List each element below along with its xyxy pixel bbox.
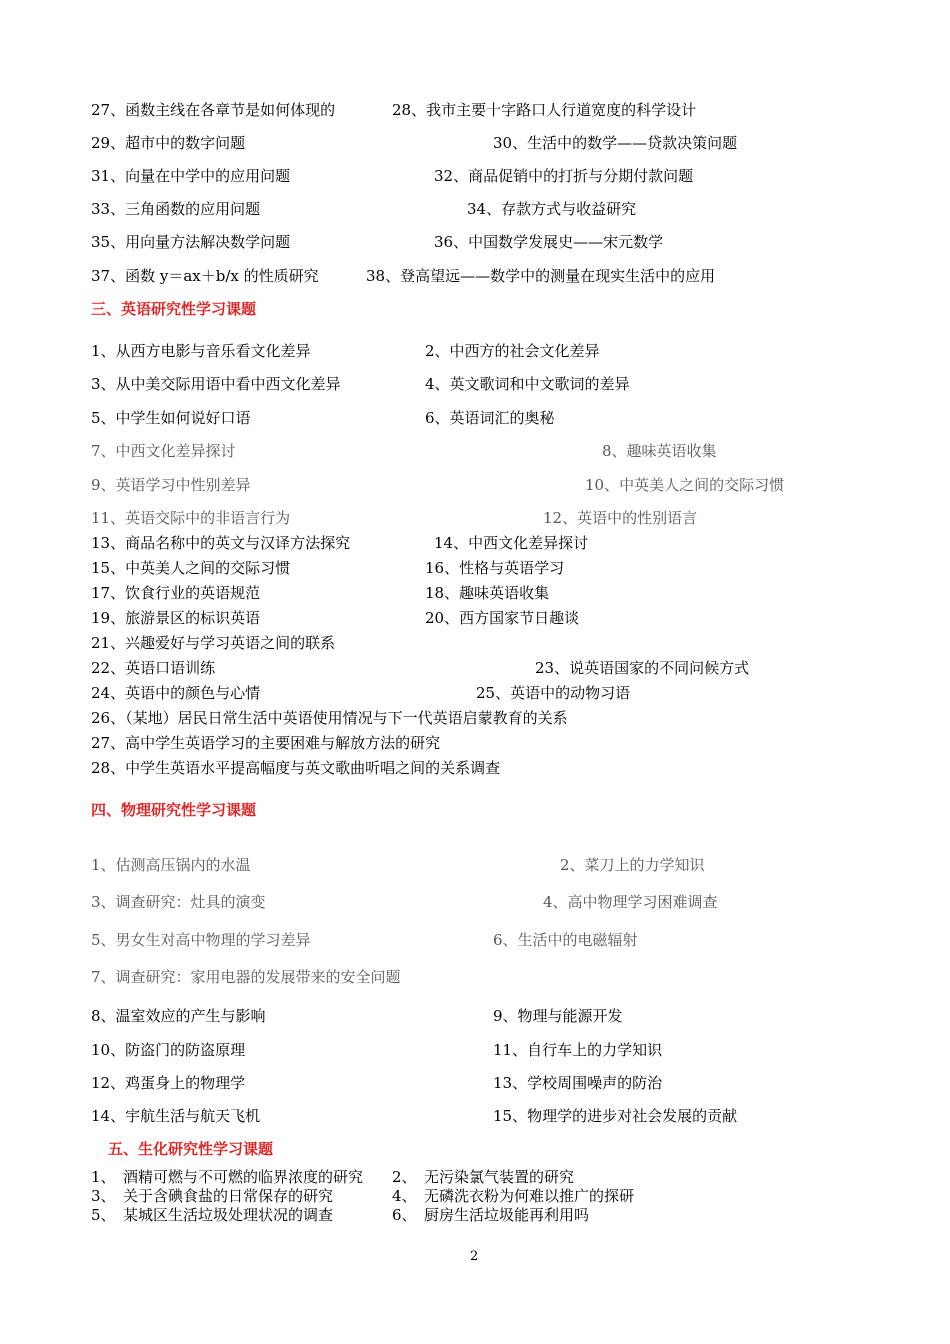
english-item-8: 8、趣味英语收集: [602, 442, 717, 460]
physics-item-2: 2、菜刀上的力学知识: [560, 856, 705, 874]
english-item-22: 22、英语口语训练: [91, 659, 216, 677]
english-item-1: 1、从西方电影与音乐看文化差异: [91, 342, 311, 360]
math-item-34: 34、存款方式与收益研究: [467, 200, 637, 218]
english-item-21: 21、兴趣爱好与学习英语之间的联系: [91, 634, 336, 652]
physics-item-9: 9、物理与能源开发: [493, 1007, 623, 1025]
math-item-32: 32、商品促销中的打折与分期付款问题: [434, 167, 694, 185]
english-item-18: 18、趣味英语收集: [425, 584, 550, 602]
english-item-25: 25、英语中的动物习语: [476, 684, 631, 702]
english-item-5: 5、中学生如何说好口语: [91, 409, 251, 427]
english-item-6: 6、英语词汇的奥秘: [425, 409, 555, 427]
biochem-item-5: 5、 某城区生活垃圾处理状况的调查: [91, 1206, 334, 1224]
biochem-heading: 五、生化研究性学习课题: [108, 1140, 274, 1158]
math-item-31: 31、向量在中学中的应用问题: [91, 167, 291, 185]
english-item-28: 28、中学生英语水平提高幅度与英文歌曲听唱之间的关系调查: [91, 759, 501, 777]
physics-item-12: 12、鸡蛋身上的物理学: [91, 1074, 246, 1092]
english-item-17: 17、饮食行业的英语规范: [91, 584, 261, 602]
english-heading: 三、英语研究性学习课题: [91, 300, 257, 318]
math-item-33: 33、三角函数的应用问题: [91, 200, 261, 218]
english-item-24: 24、英语中的颜色与心情: [91, 684, 261, 702]
english-item-14: 14、中西文化差异探讨: [434, 534, 589, 552]
page-number: 2: [470, 1249, 479, 1264]
math-item-38: 38、登高望远——数学中的测量在现实生活中的应用: [366, 267, 716, 285]
english-item-3: 3、从中美交际用语中看中西文化差异: [91, 375, 341, 393]
english-item-23: 23、说英语国家的不同问候方式: [535, 659, 750, 677]
physics-item-7: 7、调查研究：家用电器的发展带来的安全问题: [91, 968, 401, 986]
biochem-item-2: 2、 无污染氯气装置的研究: [392, 1168, 575, 1186]
english-item-20: 20、西方国家节日趣谈: [425, 609, 580, 627]
physics-item-8: 8、温室效应的产生与影响: [91, 1007, 266, 1025]
math-item-30: 30、生活中的数学——贷款决策问题: [493, 134, 738, 152]
english-item-15: 15、中英美人之间的交际习惯: [91, 559, 291, 577]
english-item-26: 26、（某地）居民日常生活中英语使用情况与下一代英语启蒙教育的关系: [91, 709, 568, 727]
english-item-19: 19、旅游景区的标识英语: [91, 609, 261, 627]
english-item-7: 7、中西文化差异探讨: [91, 442, 236, 460]
physics-item-6: 6、生活中的电磁辐射: [493, 931, 638, 949]
math-item-36: 36、中国数学发展史——宋元数学: [434, 233, 664, 251]
biochem-item-1: 1、 酒精可燃与不可燃的临界浓度的研究: [91, 1168, 364, 1186]
english-item-2: 2、中西方的社会文化差异: [425, 342, 600, 360]
english-item-11: 11、英语交际中的非语言行为: [91, 509, 291, 527]
physics-item-14: 14、宇航生活与航天飞机: [91, 1107, 261, 1125]
math-item-27: 27、函数主线在各章节是如何体现的: [91, 101, 336, 119]
physics-item-1: 1、估测高压锅内的水温: [91, 856, 251, 874]
biochem-item-3: 3、 关于含碘食盐的日常保存的研究: [91, 1187, 334, 1205]
physics-item-4: 4、高中物理学习困难调查: [543, 893, 718, 911]
english-item-4: 4、英文歌词和中文歌词的差异: [425, 375, 630, 393]
english-item-9: 9、英语学习中性别差异: [91, 476, 251, 494]
math-item-29: 29、超市中的数字问题: [91, 134, 246, 152]
english-item-13: 13、商品名称中的英文与汉译方法探究: [91, 534, 351, 552]
math-item-37: 37、函数 y＝ax＋b/x 的性质研究: [91, 267, 319, 285]
physics-heading: 四、物理研究性学习课题: [91, 801, 257, 819]
english-item-16: 16、性格与英语学习: [425, 559, 565, 577]
physics-item-15: 15、物理学的进步对社会发展的贡献: [493, 1107, 738, 1125]
math-item-35: 35、用向量方法解决数学问题: [91, 233, 291, 251]
english-item-10: 10、中英美人之间的交际习惯: [585, 476, 785, 494]
physics-item-13: 13、学校周围噪声的防治: [493, 1074, 663, 1092]
math-item-28: 28、我市主要十字路口人行道宽度的科学设计: [392, 101, 697, 119]
physics-item-3: 3、调查研究：灶具的演变: [91, 893, 266, 911]
physics-item-10: 10、防盗门的防盗原理: [91, 1041, 246, 1059]
physics-item-11: 11、自行车上的力学知识: [493, 1041, 663, 1059]
biochem-item-4: 4、 无磷洗衣粉为何难以推广的探研: [392, 1187, 635, 1205]
physics-item-5: 5、男女生对高中物理的学习差异: [91, 931, 311, 949]
biochem-item-6: 6、 厨房生活垃圾能再利用吗: [392, 1206, 590, 1224]
english-item-12: 12、英语中的性别语言: [543, 509, 698, 527]
english-item-27: 27、高中学生英语学习的主要困难与解放方法的研究: [91, 734, 441, 752]
